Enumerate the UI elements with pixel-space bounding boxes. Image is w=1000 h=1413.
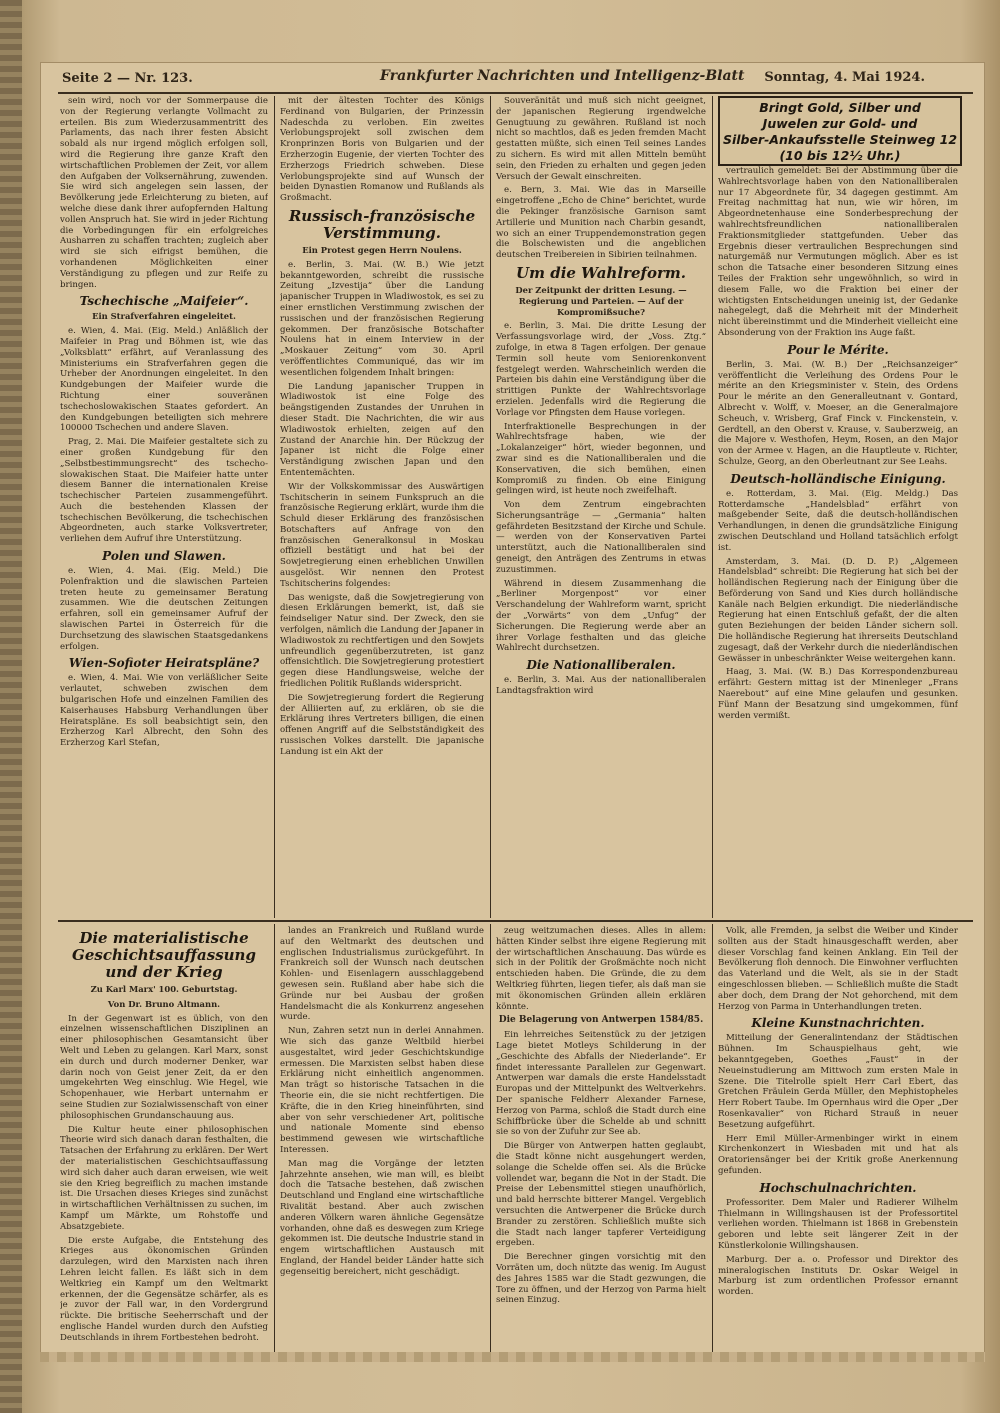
article-text: landes an Frankreich und Rußland wurde auf den Weltmarkt des deutschen und englischen Industrialismus zurückgeführt. In Frankreich soll der Wunsch nach deutschen Kohlen- und Eisenlagern ausschlaggebend gewesen sein. Rußland aber habe sich die Gründe nur bei Ausbau der großen Handelsmacht die als Konkurrenz angesehen wurde. bbox=[280, 926, 484, 1023]
feuilleton-author: Von Dr. Bruno Altmann. bbox=[107, 998, 221, 1009]
article-heading: Um die Wahlreform. bbox=[516, 263, 686, 282]
feuilleton-column-2 bbox=[280, 926, 484, 1352]
feuilleton-column-4 bbox=[718, 926, 958, 1352]
advertisement-box bbox=[718, 96, 962, 166]
article-heading: Die Belagerung von Antwerpen 1584/85. bbox=[498, 1015, 704, 1026]
article-text: Interfraktionelle Besprechungen in der Wahlrechtsfrage haben, wie der „Lokalanzeiger“ hört, wieder begonnen, und zwar sind es die Nationalliberalen und die Konservativen, die sich bemühen, einen Kompromiß zu finden. Ob eine Einigung gelingen wird, ist heute noch zweifelhaft. bbox=[496, 421, 706, 497]
article-text: e. Wien, 4. Mai. (Eig. Meld.) Die Polenfraktion und die slawischen Parteien treten heute zu gemeinsamer Beratung zusammen. Wie die deutschen Zeitungen erfahren, soll ein gemeinsamer Aufruf der slawischen Partei in Österreich für die Durchsetzung des slawischen Staatsgedankens erfolgen. bbox=[60, 566, 268, 652]
feuilleton-heading: Die materialistische Geschichtsauffassung und der Krieg bbox=[72, 929, 256, 981]
article-text: Marburg. Der a. o. Professor und Direktor des mineralogischen Instituts Dr. Oskar Weigel in Marburg ist zum ordentlichen Professor ernannt worden. bbox=[718, 1254, 958, 1298]
column-rule bbox=[274, 96, 275, 918]
article-heading: Die Nationalliberalen. bbox=[526, 658, 676, 673]
article-text: Herr Emil Müller-Armenbinger wirkt in einem Kirchenkonzert in Wiesbaden mit und hat als Oratoriensänger bei der Kritik große Anerkennung gefunden. bbox=[718, 1133, 958, 1176]
article-text: Die erste Aufgabe, die Entstehung des Krieges aus ökonomischen Gründen darzulegen, wird den Marxisten nach ihren Lehren leicht fallen. Es läßt sich in dem Weltkrieg ein Kampf um den Weltmarkt erkennen, der die Gegensätze schärfer, als es je zuvor der Fall war, in den Vordergrund rückte. Die britische Seeherrschaft und der englische Handel wurden durch den Aufstieg Deutschlands in ihrem Fortbestehen bedroht. bbox=[60, 1235, 268, 1343]
page-header bbox=[60, 68, 975, 90]
column-2 bbox=[280, 96, 484, 918]
article-text: Während in diesem Zusammenhang die „Berliner Morgenpost“ vor einer Verschandelung der Wahlreform warnt, spricht der „Vorwärts“ von dem „Unfug“ der Sicherungen. Die Regierung werde aber an ihrer Vorlage festhalten und das gleiche Wahlrecht durchsetzen. bbox=[496, 578, 706, 654]
article-text: e. Berlin, 3. Mai. (W. B.) Wie jetzt bekanntgeworden, schreibt die russische Zeitung „Izvestija“ über die Landung japanischer Truppen in Wladiwostok, es sei zu einer ernstlichen Verstimmung zwischen der russischen und der französischen Regierung gekommen. Der französische Botschafter Noulens hat in einem Interview in der „Moskauer Zeitung“ vom 30. April veröffentlichtes Communiqué, das wir im wesentlichen folgendem Inhalt bringen: bbox=[280, 259, 484, 378]
feuilleton-column-1 bbox=[60, 926, 268, 1352]
article-heading: Hochschulnachrichten. bbox=[759, 1180, 917, 1195]
article-text: Professoriter. Dem Maler und Radierer Wilhelm Thielmann in Willingshausen ist der Professortitel verliehen worden. Thielmann ist 1868 in Grebenstein geboren und lebte seit längerer Zeit in der Künstlerkolonie Willingshausen. bbox=[718, 1197, 958, 1251]
article-heading: Wien-Sofioter Heiratspläne? bbox=[68, 656, 260, 671]
ad-line: Silber-Ankaufsstelle Steinweg 12 bbox=[722, 132, 958, 147]
article-text: e. Rotterdam, 3. Mai. (Eig. Meldg.) Das Rotterdamsche „Handelsblad“ erfährt von maßgebender Seite, daß die deutsch-holländischen Verhandlungen, in denen die grundsätzliche Einigung zwischen Deutschland und Holland tatsächlich erfolgt ist. bbox=[718, 488, 958, 553]
article-subheading: Ein Protest gegen Herrn Noulens. bbox=[302, 244, 462, 255]
article-heading: Tschechische „Maifeier“. bbox=[79, 294, 249, 309]
article-text: Ein lehrreiches Seitenstück zu der jetzigen Lage bietet Motleys Schilderung in der „Geschichte des Abfalls der Niederlande“. Er findet interessante Parallelen zur Gegenwart. Antwerpen war damals die erste Handelsstadt Europas und der Mittelpunkt des Weltverkehrs. Der spanische Feldherr Alexander Farnese, Herzog von Parma, schloß die Stadt durch eine Schiffbrücke über die Schelde ab und schnitt sie so von der Zufuhr zur See ab. bbox=[496, 1030, 706, 1138]
article-text: Von dem Zentrum eingebrachten Sicherungsanträge — „Germania“ halten gefährdeten Besitzstand der Kirche und Schule. — werden von der Konservativen Partei unterstützt, auch die Nationalliberalen sind geneigt, den Anträgen des Zentrums in etwas zuzustimmen. bbox=[496, 500, 706, 575]
column-4 bbox=[718, 166, 958, 918]
article-text: Die Bürger von Antwerpen hatten geglaubt, die Stadt könne nicht ausgehungert werden, solange die Schelde offen sei. Als die Brücke vollendet war, begann die Not in der Stadt. Die Preise der Lebensmittel stiegen unaufhörlich, und bald herrschte bitterer Mangel. Vergeblich versuchten die Antwerpener die Brücke durch Brander zu zerstören. Schließlich mußte sich die Stadt nach langer tapferer Verteidigung ergeben. bbox=[496, 1141, 706, 1249]
article-heading: Deutsch-holländische Einigung. bbox=[730, 471, 946, 486]
article-text: Die Berechner gingen vorsichtig mit den Vorräten um, doch nützte das wenig. Im August des Jahres 1585 war die Stadt gezwungen, die Tore zu öffnen, und der Herzog von Parma hielt seinen Einzug. bbox=[496, 1252, 706, 1306]
column-rule bbox=[490, 924, 491, 1354]
article-text: zeug weitzumachen dieses. Alles in allem: hätten Kinder selbst ihre eigene Regierung mit der wirtschaftlichen Anschauung. Das würde es sich in der Politik der Großmächte noch nicht entschieden haben. Die Gründe, die zu dem Weltkrieg führten, liegen tiefer, als daß man sie mit ökonomischen Gründen allein erklären könnte. bbox=[496, 926, 706, 1012]
article-text: mit der ältesten Tochter des Königs Ferdinand von Bulgarien, der Prinzessin Nadeschda zu verloben. Ein zweites Verlobungsprojekt soll zwischen dem Kronprinzen Boris von Bulgarien und der Erzherzogin Eugenie, der vierten Tochter des Erzherzogs Friedrich schweben. Diese Verlobungsprojekte sind auf Wunsch der beiden Dynastien Romanow und Rußlands als Großmacht. bbox=[280, 96, 484, 204]
article-text: Prag, 2. Mai. Die Maifeier gestaltete sich zu einer großen Kundgebung für den „Selbstbestimmungsrecht“ des tschecho-slowakischen Staat. Die Maifeier hatte unter diesem Banner die internationalen Kreise tschechischer Parteien zusammengeführt. Auch die bestehenden Klassen der tschechischen Bevölkerung, die tschechischen Abgeordneten, auch starke Volksvertreter, verliehen dem Aufruf ihre Unterstützung. bbox=[60, 437, 268, 545]
column-1 bbox=[60, 96, 268, 918]
article-text: Amsterdam, 3. Mai. (D. D. P.) „Algemeen Handelsblad“ schreibt: Die Regierung hat sich bei der holländischen Regierung nach der Einigung über die Beförderung von Sand und Kies durch holländische Kanäle nach Belgien erkundigt. Die niederländische Regierung hat einen Entschluß gefaßt, der die alten guten Beziehungen der beiden Länder sichern soll. Die holländische Regierung hat ihrerseits Deutschland zugesagt, daß der Verkehr durch die niederländischen Gewässer in unbeschränkter Weise weitergehen kann. bbox=[718, 556, 958, 664]
page-number: Seite 2 — Nr. 123. bbox=[62, 71, 193, 86]
feuilleton-column-3 bbox=[496, 926, 706, 1352]
ad-line: (10 bis 12½ Uhr.) bbox=[779, 148, 901, 163]
column-rule bbox=[274, 924, 275, 1354]
issue-date: Sonntag, 4. Mai 1924. bbox=[764, 70, 925, 85]
newspaper-title: Frankfurter Nachrichten und Intelligenz-Blatt bbox=[380, 68, 745, 84]
article-text: Wir der Volkskommissar des Auswärtigen Tschitscherin in seinem Funkspruch an die französische Regierung erklärt, wurde ihm die Schuld dieser Erklärung des französischen Botschafters auf Anfrage von den französischen Generalkonsul in Moskau offiziell bestätigt und hat bei der Sowjetregierung einen erheblichen Unwillen ausgelöst. Wir nennen den Protest Tschitscherins folgendes: bbox=[280, 481, 484, 589]
article-text: In der Gegenwart ist es üblich, von den einzelnen wissenschaftlichen Disziplinen an einer philosophischen Gesamtansicht über Welt und Leben zu gelangen. Karl Marx, sonst ein durch und durch moderner Denker, war darin noch von Geist jener Zeit, da er den umgekehrten Weg einschlug. Wie Hegel, wie Schopenhauer, wie Herbart unternahm er seine Studien zur Sozialwissenschaft von einer philosophischen Grundanschauung aus. bbox=[60, 1013, 268, 1121]
article-text: Man mag die Vorgänge der letzten Jahrzehnte ansehen, wie man will, es bleibt doch die Tatsache bestehen, daß zwischen Deutschland und England eine wirtschaftliche Rivalität bestand. Aber auch zwischen anderen Völkern waren ähnliche Gegensätze vorhanden, ohne daß es deswegen zum Kriege gekommen ist. Die deutsche Industrie stand in engem wirtschaftlichen Austausch mit England, der Handel beider Länder hatte sich gegenseitig bereichert, nicht geschädigt. bbox=[280, 1158, 484, 1277]
article-heading: Kleine Kunstnachrichten. bbox=[751, 1016, 925, 1031]
article-heading: Russisch-französische Verstimmung. bbox=[288, 206, 476, 242]
article-text: Volk, alle Fremden, ja selbst die Weiber und Kinder sollten aus der Stadt hinausgeschafft werden, aber dieser Vorschlag fand keinen Anklang. Ein Teil der Bevölkerung floh dennoch. Die Einwohner verfluchten das Vaterland und die Welt, als sie in der Stadt eingeschlossen blieben. — Schließlich mußte die Stadt aber doch, dem Drang der Not gehorchend, mit dem Herzog von Parma in Unterhandlungen treten. bbox=[718, 926, 958, 1012]
article-text: e. Wien, 4. Mai. (Eig. Meld.) Anläßlich der Maifeier in Prag und Böhmen ist, wie das „Volksblatt“ erfährt, auf Veranlassung des Ministeriums ein Strafverfahren gegen die Urheber der Anordnungen eingeleitet. In den Kundgebungen der Maifeier wurde die Richtung einer souveränen tschechoslowakischen Staates gefordert. An den Kundgebungen beteiligten sich mehrere 100000 Tschechen und andere Slaven. bbox=[60, 326, 268, 434]
article-text: Mitteilung der Generalintendanz der Städtischen Bühnen. Im Schauspielhaus geht, wie bekanntgegeben, Goethes „Faust“ in der Neueinstudierung am Mittwoch zum ersten Male in Szene. Die Titelrolle spielt Herr Carl Ebert, das Gretchen Fräulein Gerda Müller, den Mephistopheles Herr Robert Taube. Im Opernhaus wird die Oper „Der Rosenkavalier“ von Richard Strauß in neuer Besetzung aufgeführt. bbox=[718, 1033, 958, 1130]
column-rule bbox=[490, 96, 491, 918]
article-text: Nun, Zahren setzt nun in derlei Annahmen. Wie sich das ganze Weltbild hierbei ausgestaltet, wird jeder Geschichtskundige ermessen. Die Marxisten selbst haben diese Erklärung nicht einheitlich angenommen. Man trägt so historische Tatsachen in die Theorie ein, die sie nicht rechtfertigen. Die Kräfte, die in den Krieg hineinführten, sind aber von sehr verschiedener Art, politische und nationale Momente sind ebenso bestimmend gewesen wie wirtschaftliche Interessen. bbox=[280, 1026, 484, 1155]
article-text: sein wird, noch vor der Sommerpause die von der Regierung verlangte Vollmacht zu erteilen. Bis zum Wiederzusammentritt des Parlaments, das nach ihrer festen Absicht sobald als nur irgend möglich erfolgen soll, wird die Regierung ihre ganze Kraft den wirtschaftlichen Problemen der Zeit, vor allem den Aufgaben der Volksernährung, zuwenden. Sie wird sich angelegen sein lassen, der Bevölkerung jede Erleichterung zu bieten, auf welche diese dank ihrer aufopfernden Haltung vollen Anspruch hat. Sie wird in jeder Richtung die Vorbedingungen für ein erfolgreiches Ausharren zu schaffen trachten; zugleich aber wird sie sich eifrigst bemühen, die vorhandenen Möglichkeiten einer Verständigung zu pflegen und zur Reife zu bringen. bbox=[60, 96, 268, 290]
article-text: Die Sowjetregierung fordert die Regierung der Alliierten auf, zu erklären, ob sie die Erklärung ihres Vertreters billigen, die einen offenen Angriff auf die Selbstständigkeit des russischen Volkes darstellt. Die japanische Landung ist ein Akt der bbox=[280, 692, 484, 757]
article-text: Das wenigste, daß die Sowjetregierung von diesen Erklärungen bemerkt, ist, daß sie feindseliger Natur sind. Der Zweck, den sie verfolgen, nämlich die Landung der Japaner in Wladiwostok zu rechtfertigen und den Sowjets unfreundlich gegenüberzutreten, ist ganz offensichtlich. Die Sowjetregierung protestiert gegen diese Handlungsweise, welche der friedlichen Politik Rußlands widerspricht. bbox=[280, 592, 484, 690]
article-text: e. Berlin, 3. Mai. Die dritte Lesung der Verfassungsvorlage wird, der „Voss. Ztg.“ zufolge, in etwa 8 Tagen erfolgen. Der genaue Termin soll heute vom Seniorenkonvent festgelegt werden. Wahrscheinlich werden die Parteien bis dahin eine Verständigung über die strittigen Punkte der Wahlrechtsvorlage erzielen. Jedenfalls wird die Regierung die Vorlage vor Pfingsten dem Hause vorlegen. bbox=[496, 321, 706, 418]
article-text: e. Wien, 4. Mai. Wie von verläßlicher Seite verlautet, schweben zwischen dem bulgarischen Hofe und einzelnen Familien des Kaiserhauses Habsburg Verhandlungen über Heiratspläne. Es soll beabsichtigt sein, den Erzherzog Karl Albrecht, den Sohn des Erzherzog Karl Stefan, bbox=[60, 673, 268, 749]
column-rule bbox=[712, 96, 713, 918]
article-text: e. Bern, 3. Mai. Wie das in Marseille eingetroffene „Echo de Chine“ berichtet, wurde die Pekinger französische Garnison samt Artillerie und Munition nach Charbin gesandt, wo sich an einer Truppendemonstration gegen die Bolschewisten und die angeblichen deutschen Treibereien in Sibirien teilnahmen. bbox=[496, 185, 706, 261]
article-heading: Polen und Slawen. bbox=[102, 549, 226, 564]
article-text: e. Berlin, 3. Mai. Aus der nationalliberalen Landtagsfraktion wird bbox=[496, 675, 706, 697]
article-text: Souveränität und muß sich nicht geeignet, der japanischen Regierung irgendwelche Genugtuung zu gewähren. Rußland ist noch nicht so machtlos, daß es jeden fremden Macht gestatten müßte, sich einen Teil seines Landes zu sichern. Es wird mit allen Mitteln bemüht sein, den Frieden zu erhalten und gegen jeden Versuch der Gewalt einschreiten. bbox=[496, 96, 706, 182]
header-rule bbox=[58, 92, 973, 94]
article-heading: Pour le Mérite. bbox=[787, 342, 889, 357]
article-text: vertraulich gemeldet: Bei der Abstimmung über die Wahlrechtsvorlage haben von den Nationalliberalen nur 17 Abgeordnete für, 34 dagegen gestimmt. Am Freitag nachmittag hat nun, wie wir hören, im Abgeordnetenhause eine Sonderbesprechung der wahlrechtsfreundlichen nationalliberalen Fraktionsmitglieder stattgefunden. Ueber das Ergebnis dieser vertraulichen Besprechungen sind naturgemäß nur Vermutungen möglich. Aber es ist schon die Tatsache einer besonderen Sitzung eines Teiles der Fraktion sehr ungewöhnlich, so wird in diesem Falle, wo die Fraktion bei einer der wichtigsten Entscheidungen uneinig ist, der Gedanke nahegelegt, daß die Mehrheit mit der Minderheit nicht übereinstimmt und die Minderheit vielleicht eine Absonderung von der Fraktion ins Auge faßt. bbox=[718, 166, 958, 338]
torn-bottom-edge bbox=[40, 1352, 985, 1362]
section-rule bbox=[58, 920, 973, 922]
ad-line: Juwelen zur Gold- und bbox=[762, 116, 918, 131]
article-text: Die Landung japanischer Truppen in Wladiwostok ist eine Folge des beängstigenden Zustandes der Unruhen in dieser Stadt. Die Nachrichten, die wir aus Wladiwostok erhielten, zeigen auf den Zustand der Anarchie hin. Der Rückzug der Japaner ist nicht die Folge einer Verständigung zwischen Japan und den Ententemächten. bbox=[280, 381, 484, 478]
article-text: Berlin, 3. Mai. (W. B.) Der „Reichsanzeiger“ veröffentlicht die Verleihung des Ordens Pour le mérite an den Kriegsminister v. Stein, des Ordens Pour le mérite an den Generalleutnant v. Gontard, Albrecht v. Wolff, v. Moeser, an die Generalmajore Scheuch, v. Wrisberg, Graf Finck v. Finckenstein, v. Gerdtell, an den Oberst v. Krause, v. Sauberzweig, an die Majore v. Westhofen, Heym, Rosen, an den Major von der Armee v. Hagen, an die Hauptleute v. Richter, Schulze, Georg, an den Oberleutnant zur See Leahs. bbox=[718, 359, 958, 467]
article-text: Die Kultur heute einer philosophischen Theorie wird sich danach daran festhalten, die Tatsachen der Erfahrung zu erklären. Der Wert der materialistischen Geschichtsauffassung wird sich daher auch daran erweisen, wie weit sie den Krieg begreiflich zu machen imstande ist. Die Ursachen dieses Krieges sind zunächst in wirtschaftlichen Verhältnissen zu suchen, im Kampf um Märkte, um Rohstoffe und Absatzgebiete. bbox=[60, 1124, 268, 1232]
article-subheading: Ein Strafverfahren eingeleitet. bbox=[92, 311, 236, 322]
binding-spine bbox=[0, 0, 22, 1413]
ad-line: Bringt Gold, Silber und bbox=[759, 100, 921, 115]
column-3 bbox=[496, 96, 706, 918]
feuilleton-subheading: Zu Karl Marx' 100. Geburtstag. bbox=[90, 984, 238, 994]
column-rule bbox=[712, 924, 713, 1354]
article-text: Haag, 3. Mai. (W. B.) Das Korrespondenzbureau erfährt: Gestern mittag ist der Minenleger „Frans Naerebout“ auf eine Mine gelaufen und gesunken. Fünf Mann der Besatzung sind umgekommen, fünf werden vermißt. bbox=[718, 667, 958, 721]
article-subheading: Der Zeitpunkt der dritten Lesung. — Regierung und Parteien. — Auf der Kompromißsuche? bbox=[515, 284, 687, 317]
